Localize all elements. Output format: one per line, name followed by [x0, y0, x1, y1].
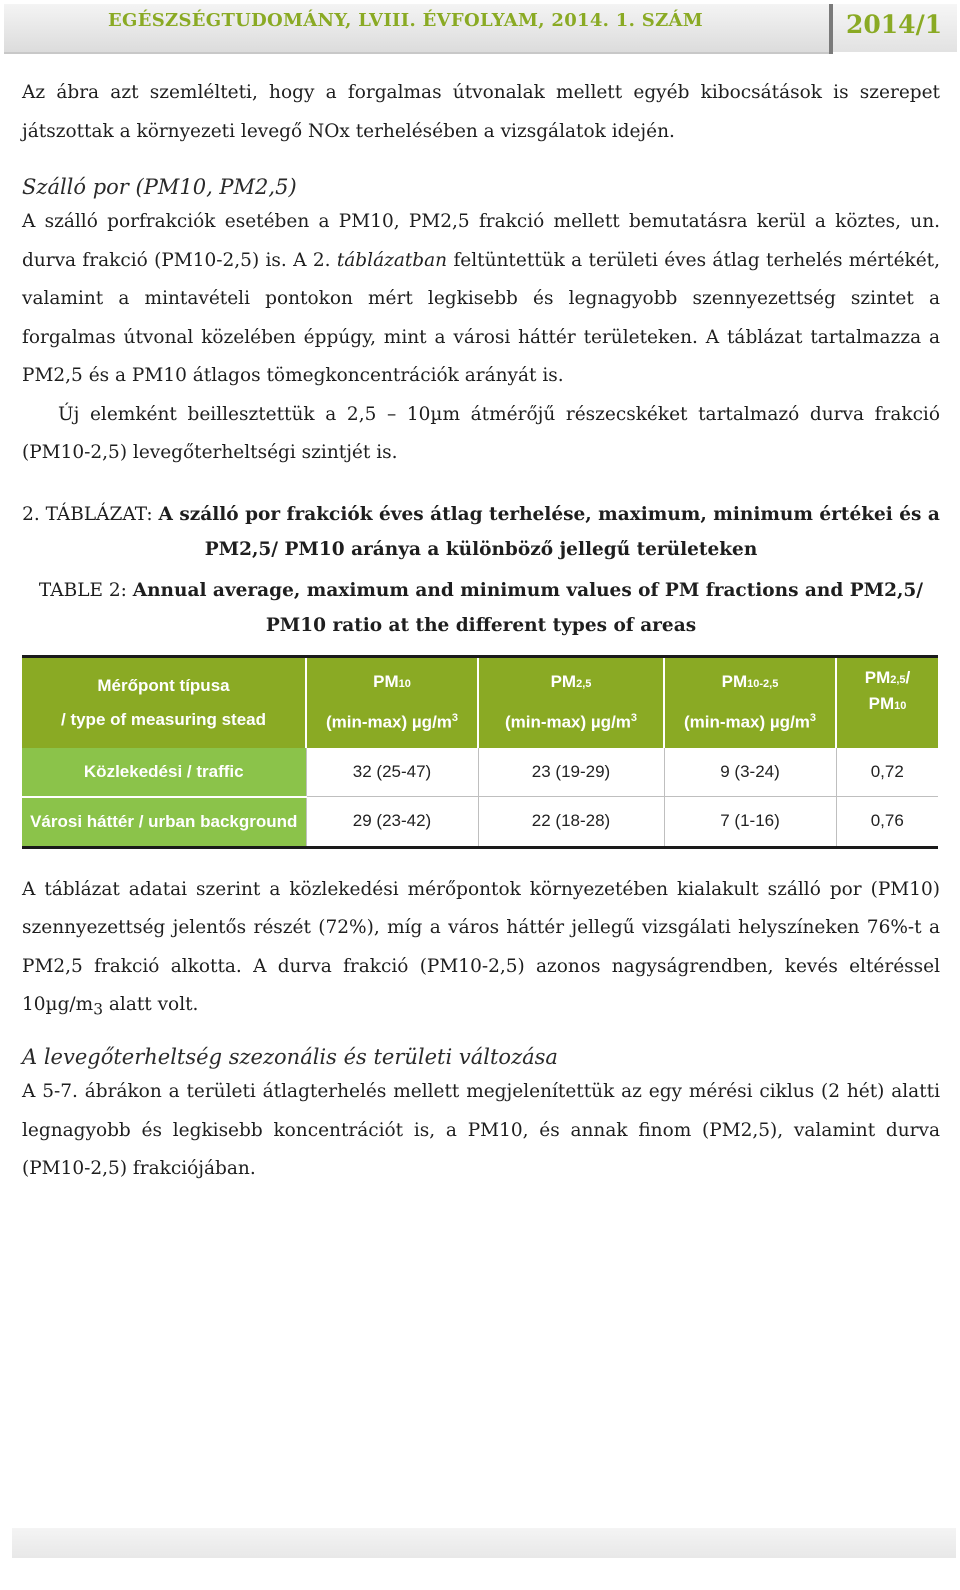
results-subscript: 3 — [93, 1000, 103, 1019]
pm25-unit-sup: 3 — [630, 712, 638, 725]
table-caption-hu — [22, 497, 940, 567]
cell-pm25: 22 (18-28) — [478, 797, 664, 848]
pm10-unit-sup: 3 — [451, 712, 459, 725]
cell-ratio: 0,72 — [836, 748, 938, 797]
pmcoarse-label: PM — [721, 672, 748, 692]
pmcoarse-subscript: 10-2,5 — [747, 678, 779, 691]
ratio-label: PM — [864, 667, 891, 687]
table-caption-en — [22, 573, 940, 643]
cell-ratio: 0,76 — [836, 797, 938, 848]
row-label-urban: Városi háttér / urban background — [22, 797, 306, 848]
paragraph-seasonal: A 5-7. ábrákon a területi átlagterhelés mellett megjelenítettük az egy mérési ciklus (2 hét) alatti legnagyobb és legkisebb koncentrációt is, a PM10, és annak finom (PM2,5), valamint durva (PM10-2,5) frakciójában. — [22, 1081, 940, 1180]
caption-en-text: Annual average, maximum and minimum values of PM fractions and PM2,5/ PM10 ratio at the different types of areas — [132, 579, 924, 636]
caption-hu-label: 2. TÁBLÁZAT: — [22, 503, 159, 525]
journal-title: EGÉSZSÉGTUDOMÁNY, LVIII. ÉVFOLYAM, 2014. 1. SZÁM — [108, 10, 703, 31]
footer-bar — [12, 1528, 956, 1558]
page-header — [0, 0, 960, 56]
section-title-pm: Szálló por (PM10, PM2,5) — [22, 175, 297, 199]
pmcoarse-unit: (min-max) µg/m — [683, 712, 810, 732]
results-text: A táblázat adatai szerint a közlekedési mérőpontok környezetében kialakult szálló por (PM10) szennyezettség jelentős részét (72%), míg a város háttér jellegű vizsgálati helyszíneken 76%-t a PM2,5 frakció alkotta. A durva frakció (PM10-2,5) azonos nagyságrendben, kevés eltéréssel 10µg/m — [22, 878, 940, 1015]
pm25-label: PM — [550, 672, 577, 692]
caption-en-label: TABLE 2: — [38, 579, 133, 601]
results-text-end: alatt volt. — [103, 994, 199, 1015]
cell-pm10: 32 (25-47) — [306, 748, 478, 797]
table-header-row — [22, 656, 938, 748]
pm25-unit: (min-max) µg/m — [504, 712, 631, 732]
pmcoarse-unit-sup: 3 — [809, 712, 817, 725]
table-reference: táblázatban — [336, 249, 448, 271]
col-header-ratio — [836, 656, 938, 748]
paragraph-pm-fractions-end: feltüntettük a területi éves átlag terhelés mértékét, valamint a mintavételi pontokon mért legkisebb és legnagyobb szennyezettség szintet a forgalmas útvonal közelében éppúgy, mint a városi háttér területeken. A táblázat tartalmazza a PM2,5 és a PM10 átlagos tömegkoncentrációk arányát is. — [22, 249, 940, 386]
pm25-subscript: 2,5 — [576, 678, 592, 691]
ratio-slash: / — [905, 667, 911, 687]
cell-pmcoarse: 9 (3-24) — [664, 748, 836, 797]
paragraph-pm-fractions — [22, 203, 940, 396]
row-label-traffic: Közlekedési / traffic — [22, 748, 306, 797]
ratio-label-2: PM — [868, 693, 895, 713]
pm10-subscript: 10 — [398, 678, 411, 691]
section-title-seasonal: A levegőterheltség szezonális és területi változása — [22, 1045, 558, 1070]
col-header-type-en: / type of measuring stead — [61, 709, 266, 729]
cell-pm10: 29 (23-42) — [306, 797, 478, 848]
col-header-pmcoarse — [664, 656, 836, 748]
pm10-unit: (min-max) µg/m — [325, 712, 452, 732]
paragraph-coarse-fraction: Új elemként beillesztettük a 2,5 – 10µm átmérőjű részecskéket tartalmazó durva frakció (PM10-2,5) levegőterheltségi szintjét is. — [22, 403, 940, 463]
ratio-subscript: 2,5 — [890, 673, 906, 686]
paragraph-pm-fractions-start: A szálló porfrakciók esetében a PM10, PM2,5 frakció mellett bemutatásra kerül a köztes, un. durva frakció (PM10-2,5) is. A 2. — [22, 211, 940, 271]
pm10-label: PM — [373, 672, 399, 692]
cell-pm25: 23 (19-29) — [478, 748, 664, 797]
paragraph-table-results — [22, 871, 940, 1030]
col-header-type — [22, 656, 306, 748]
col-header-pm10 — [306, 656, 478, 748]
col-header-type-hu: Mérőpont típusa — [97, 675, 230, 695]
pm-table — [22, 655, 938, 849]
col-header-pm25 — [478, 656, 664, 748]
table-row — [22, 748, 938, 797]
paragraph-intro: Az ábra azt szemlélteti, hogy a forgalmas útvonalak mellett egyéb kibocsátások is szerepet játszottak a környezeti levegő NOx terhelésében a vizsgálatok idején. — [22, 82, 940, 142]
caption-hu-text: A szálló por frakciók éves átlag terhelése, maximum, minimum értékei és a PM2,5/ PM10 aránya a különböző jellegű területeken — [158, 503, 940, 560]
ratio-subscript-2: 10 — [894, 699, 907, 712]
article-body — [22, 74, 940, 1189]
cell-pmcoarse: 7 (1-16) — [664, 797, 836, 848]
issue-number: 2014/1 — [846, 10, 943, 39]
table-row — [22, 797, 938, 848]
